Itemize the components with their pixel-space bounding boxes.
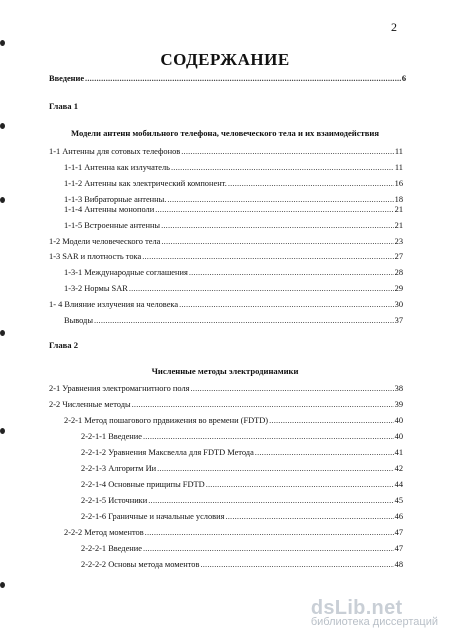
toc-entry-text: 2-2-1-5 Источники [81,496,148,505]
leader-dots [179,300,394,309]
toc-entry [81,432,403,441]
toc-entry-text: 2-2-2-2 Основы метода моментов [81,560,200,569]
toc-entry-page: 47 [394,544,403,553]
toc-entry-page: 18 [394,195,403,204]
toc-entry-text: 2-2-1-1 Введение [81,432,142,441]
leader-dots [189,268,394,277]
leader-dots [85,74,401,83]
leader-dots [190,384,393,393]
toc-entry [81,448,403,457]
toc-entry-text: 2-2 Численные методы [49,400,131,409]
toc-entry [81,544,403,553]
leader-dots [142,252,393,261]
toc-entry [49,384,403,393]
toc-entry-page: 27 [394,252,403,261]
leader-dots [145,528,394,537]
margin-mark [0,197,5,203]
chapter-1-label: Глава 1 [49,101,78,111]
toc-entry-page: 21 [394,205,403,214]
leader-dots [181,147,394,156]
chapter-1-title: Модели антенн мобильного телефона, человеческого тела и их взаимодействия [70,128,380,138]
toc-intro [49,74,406,83]
leader-dots [143,432,394,441]
toc-entry-text: 1-1-5 Встроенные антенны [64,221,161,230]
toc-entry [81,464,403,473]
toc-entry-text: 1-2 Модели человеческого тела [49,237,161,246]
toc-entry-page: 11 [394,163,403,172]
watermark-subtitle: библиотека диссертаций [310,616,438,628]
toc-entry-page: 38 [394,384,403,393]
toc-entry-text: 1- 4 Влияние излучения на человека [49,300,179,309]
toc-entry-text: Введение [49,74,85,83]
chapter-2-label: Глава 2 [49,340,78,350]
toc-entry-text: 1-1-1 Антенна как излучатель [64,163,170,172]
leader-dots [255,448,394,457]
toc-entry [64,163,403,172]
toc-entry [49,400,403,409]
toc-entry-page: 30 [394,300,403,309]
chapter-2-title: Численные методы электродинамики [151,366,299,376]
leader-dots [161,237,393,246]
toc-entry [64,195,403,204]
margin-mark [0,428,5,434]
watermark [311,597,438,628]
toc-entry [64,205,403,214]
leader-dots [206,480,394,489]
toc-entry-page: 47 [394,528,403,537]
toc-entry-text: 2-2-1-2 Уравнения Максвелла для FDTD Метода [81,448,254,457]
toc-entry-page: 28 [394,268,403,277]
leader-dots [269,416,394,425]
toc-entry-page: 29 [394,284,403,293]
toc-entry [81,512,403,521]
toc-entry [81,480,403,489]
toc-entry-text: 2-2-1 Метод пошагового прдвижения во времени (FDTD) [64,416,269,425]
leader-dots [132,400,394,409]
margin-mark [0,582,5,588]
toc-entry [49,237,403,246]
toc-entry-page: 21 [394,221,403,230]
toc-entry [64,284,403,293]
toc-entry-page: 6 [401,74,406,83]
toc-entry-text: 2-2-1-4 Основные прищипы FDTD [81,480,205,489]
toc-entry [64,416,403,425]
leader-dots [228,179,394,188]
toc-entry [64,528,403,537]
toc-entry-page: 41 [394,448,403,457]
page-number: 2 [391,20,397,34]
toc-entry-page: 40 [394,432,403,441]
toc-entry-text: 1-3-2 Нормы SAR [64,284,128,293]
toc-entry-page: 44 [394,480,403,489]
toc-entry-page: 11 [394,147,403,156]
toc-entry-text: 1-3-1 Международные соглашения [64,268,188,277]
toc-entry-page: 16 [394,179,403,188]
toc-entry-page: 37 [394,316,403,325]
margin-mark [0,40,5,46]
toc-entry [49,147,403,156]
leader-dots [167,195,393,204]
toc-entry-text: 2-1 Уравнения электромагнитного поля [49,384,190,393]
toc-entry-text: 1-1-4 Антенны монополи [64,205,155,214]
leader-dots [225,512,393,521]
leader-dots [200,560,393,569]
toc-entry [81,560,403,569]
leader-dots [161,221,394,230]
toc-entry [64,221,403,230]
toc-entry [64,316,403,325]
toc-entry-page: 23 [394,237,403,246]
toc-entry-text: Выводы [64,316,93,325]
toc-entry-text: 2-2-2 Метод моментов [64,528,144,537]
toc-entry-text: 1-3 SAR и плотность тока [49,252,142,261]
toc-entry-page: 39 [394,400,403,409]
toc-entry-text: 1-1-2 Антенны как электрический компонент. [64,179,227,188]
toc-entry-text: 1-1 Антенны для сотовых телефонов [49,147,181,156]
toc-entry-page: 42 [394,464,403,473]
toc-entry-text: 1-1-3 Вибраторные антенны. [64,195,167,204]
watermark-logo: dsLib.net [310,597,403,619]
leader-dots [143,544,394,553]
leader-dots [129,284,394,293]
toc-entry [81,496,403,505]
leader-dots [148,496,393,505]
toc-entry [49,252,403,261]
leader-dots [155,205,393,214]
toc-entry [64,179,403,188]
toc-entry [64,268,403,277]
leader-dots [157,464,394,473]
toc-entry-page: 40 [394,416,403,425]
toc-entry-text: 2-2-2-1 Введение [81,544,142,553]
toc-entry-text: 2-2-1-6 Граничные и начальные условия [81,512,225,521]
page-title: СОДЕРЖАНИЕ [160,50,290,69]
leader-dots [171,163,394,172]
margin-mark [0,330,5,336]
toc-entry-text: 2-2-1-3 Алгоритм Ии [81,464,157,473]
leader-dots [94,316,394,325]
toc-entry-page: 48 [394,560,403,569]
toc-entry [49,300,403,309]
toc-entry-page: 46 [394,512,403,521]
toc-entry-page: 45 [394,496,403,505]
